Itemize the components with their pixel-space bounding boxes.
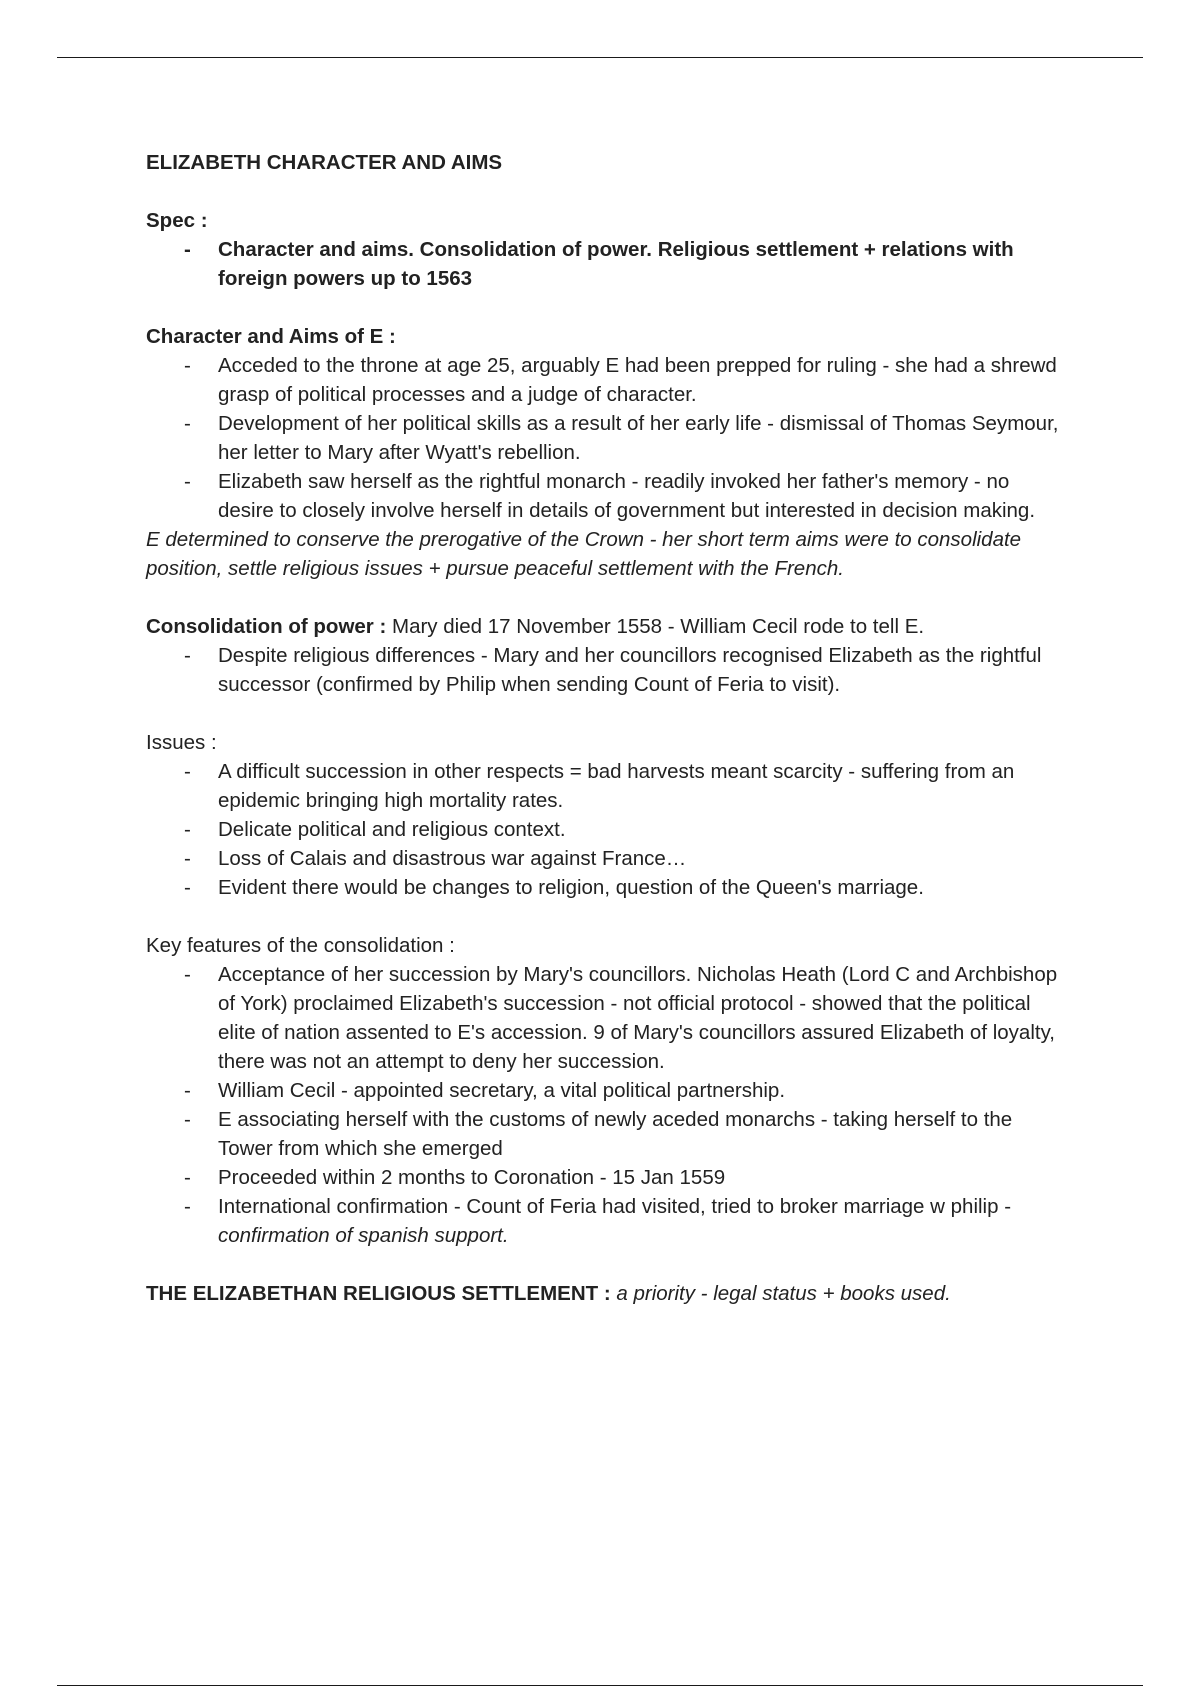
character-summary: E determined to conserve the prerogative of the Crown - her short term aims were to consolidate position, settle religious issues + pursue peaceful settlement with the French. (146, 528, 1022, 580)
list-item: - Development of her political skills as a result of her early life - dismissal of Thomas Seymour, her letter to Mary after Wyatt's rebellion. (146, 409, 1066, 467)
character-list (146, 351, 1066, 525)
list-item: - William Cecil - appointed secretary, a vital political partnership. (146, 1076, 1066, 1105)
list-item: - Delicate political and religious context. (146, 815, 1066, 844)
spec-heading: Spec : (146, 209, 208, 232)
spec-list (146, 235, 1066, 293)
top-rule (57, 57, 1143, 58)
document-title: ELIZABETH CHARACTER AND AIMS (146, 151, 503, 174)
list-item: - Despite religious differences - Mary and her councillors recognised Elizabeth as the rightful successor (confirmed by Philip when sending Count of Feria to visit). (146, 641, 1066, 699)
list-item: - Elizabeth saw herself as the rightful monarch - readily invoked her father's memory - no desire to closely involve herself in details of government but interested in decision making. (146, 467, 1066, 525)
character-heading: Character and Aims of E : (146, 325, 396, 348)
religious-paragraph (146, 1279, 1066, 1308)
key-features-list (146, 960, 1066, 1250)
consolidation-intro: Mary died 17 November 1558 - William Cecil rode to tell E. (386, 615, 925, 638)
issues-heading: Issues : (146, 731, 217, 754)
list-item-text: International confirmation - Count of Feria had visited, tried to broker marriage w philip - (218, 1195, 1012, 1218)
key-features-heading: Key features of the consolidation : (146, 934, 455, 957)
document-body (146, 148, 1066, 1308)
religious-heading: THE ELIZABETHAN RELIGIOUS SETTLEMENT : (146, 1282, 611, 1305)
list-item-emphasis: confirmation of spanish support. (218, 1224, 509, 1247)
list-item: - Proceeded within 2 months to Coronation - 15 Jan 1559 (146, 1163, 1066, 1192)
religious-note: a priority - legal status + books used. (610, 1282, 951, 1305)
bottom-rule (57, 1685, 1143, 1686)
list-item: - E associating herself with the customs of newly aceded monarchs - taking herself to the Tower from which she emerged (146, 1105, 1066, 1163)
issues-list (146, 757, 1066, 902)
consolidation-list (146, 641, 1066, 699)
list-item: - Loss of Calais and disastrous war against France… (146, 844, 1066, 873)
list-item: - Acceptance of her succession by Mary's councillors. Nicholas Heath (Lord C and Archbishop of York) proclaimed Elizabeth's succession - not official protocol - showed that the political elite of nation assented to E's accession. 9 of Mary's councillors assured Elizabeth of loyalty, there was not an attempt to deny her succession. (146, 960, 1066, 1076)
list-item: - A difficult succession in other respects = bad harvests meant scarcity - suffering from an epidemic bringing high mortality rates. (146, 757, 1066, 815)
list-item: - Character and aims. Consolidation of power. Religious settlement + relations with foreign powers up to 1563 (146, 235, 1066, 293)
consolidation-heading: Consolidation of power : (146, 615, 387, 638)
list-item: - Evident there would be changes to religion, question of the Queen's marriage. (146, 873, 1066, 902)
list-item (146, 1192, 1066, 1250)
list-item: - Acceded to the throne at age 25, arguably E had been prepped for ruling - she had a shrewd grasp of political processes and a judge of character. (146, 351, 1066, 409)
consolidation-paragraph (146, 612, 1066, 641)
